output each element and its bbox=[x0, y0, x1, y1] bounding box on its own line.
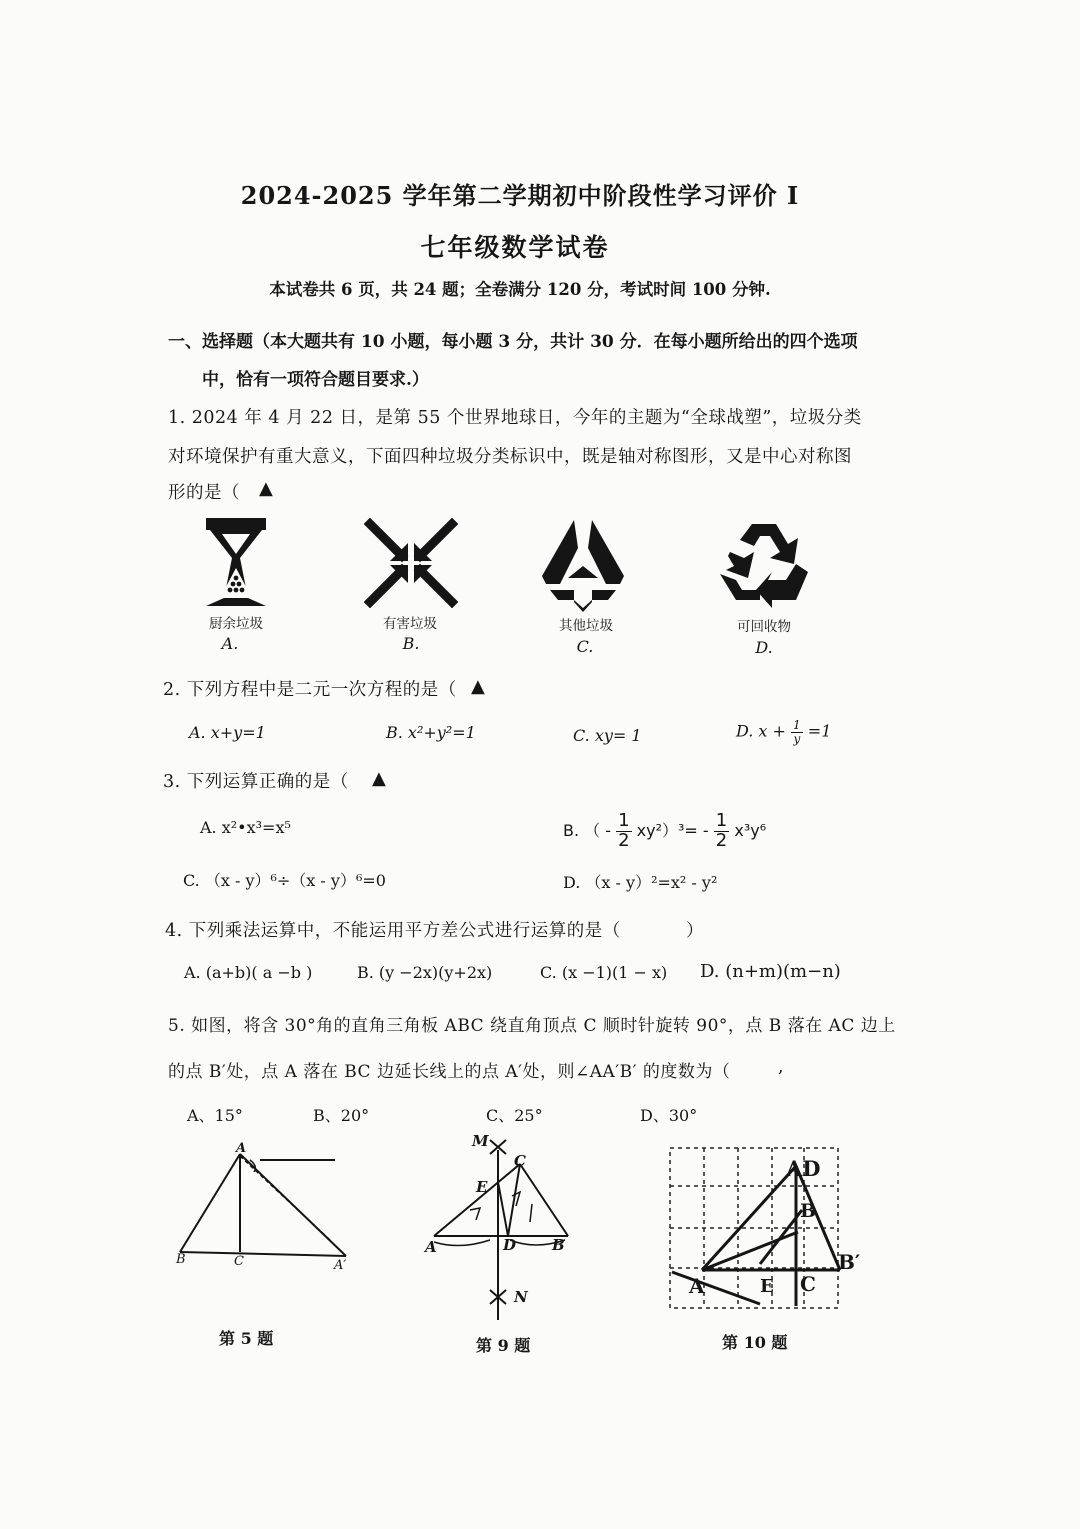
section-heading-cont: 中，恰有一项符合题目要求.） bbox=[202, 370, 429, 390]
q2-d-suffix: =1 bbox=[807, 721, 832, 741]
q2-option-a: A. x+y=1 bbox=[189, 723, 266, 742]
q4-close: ） bbox=[686, 921, 704, 941]
fig10-label-b-prime: B′ bbox=[838, 1250, 861, 1274]
other-waste-icon bbox=[538, 518, 628, 612]
q3-b-den1: 2 bbox=[618, 829, 630, 851]
q3-b-mid: xy²）³= - bbox=[636, 820, 709, 840]
hazardous-waste-icon bbox=[364, 518, 458, 608]
fig9-label-a: A bbox=[425, 1238, 437, 1256]
q3-answer-placeholder: ▲ bbox=[372, 768, 386, 789]
q3-option-d: D. （x - y）²=x² - y² bbox=[563, 873, 718, 892]
q2-d-fraction bbox=[791, 719, 803, 745]
fig9-label-m: M bbox=[472, 1132, 489, 1150]
q3-b-prefix: B. （ - bbox=[563, 820, 612, 840]
q1-line2: 对环境保护有重大意义，下面四种垃圾分类标识中，既是轴对称图形，又是中心对称图 bbox=[168, 447, 852, 467]
q4-option-c: C. (x −1)(1 − x) bbox=[540, 963, 668, 982]
q3-b-den2: 2 bbox=[715, 829, 728, 851]
q5-option-c: C、25° bbox=[486, 1106, 543, 1125]
fig10-label-c: C bbox=[800, 1272, 816, 1296]
fig10-label-b: B bbox=[800, 1200, 817, 1222]
q5-option-a: A、15° bbox=[187, 1106, 243, 1125]
q1-line1: 1. 2024 年 4 月 22 日，是第 55 个世界地球日，今年的主题为“全球战塑”，垃圾分类 bbox=[168, 408, 862, 428]
fig5-label-c: C bbox=[234, 1254, 244, 1269]
fig5-label-b: B bbox=[176, 1252, 186, 1267]
q4-option-b: B. (y −2x)(y+2x) bbox=[357, 963, 493, 982]
option-b-letter: B. bbox=[402, 634, 420, 653]
fig5-label-a: A bbox=[236, 1141, 247, 1156]
q2-answer-placeholder: ▲ bbox=[471, 676, 485, 697]
q3-option-a: A. x²•x³=x⁵ bbox=[200, 818, 291, 837]
figure-9 bbox=[420, 1130, 580, 1330]
q4-option-a: A. (a+b)( a −b ) bbox=[184, 963, 313, 982]
q5-option-d: D、30° bbox=[640, 1106, 698, 1125]
q3-b-fraction2 bbox=[714, 812, 729, 851]
fig5-label-a-prime: A′ bbox=[334, 1258, 347, 1273]
fig9-label-d: D bbox=[503, 1236, 517, 1254]
q5-option-b: B、20° bbox=[313, 1106, 370, 1125]
q3-b-fraction1 bbox=[616, 812, 631, 851]
option-b-label: 有害垃圾 bbox=[383, 616, 437, 632]
kitchen-waste-icon bbox=[200, 518, 272, 606]
q5-close: , bbox=[778, 1057, 785, 1077]
q2-option-d bbox=[736, 719, 831, 745]
q2-d-numerator: 1 bbox=[793, 718, 801, 732]
option-c-label: 其他垃圾 bbox=[559, 618, 613, 634]
exam-subtitle: 七年级数学试卷 bbox=[420, 233, 610, 262]
option-d-letter: D. bbox=[755, 638, 773, 657]
fig5-caption: 第 5 题 bbox=[219, 1329, 274, 1348]
q2-d-denominator: y bbox=[793, 731, 801, 746]
q4-option-d: D. (n+m)(m−n) bbox=[700, 961, 841, 982]
fig10-caption: 第 10 题 bbox=[722, 1333, 788, 1352]
q4-stem: 4. 下列乘法运算中，不能运用平方差公式进行运算的是（ bbox=[165, 921, 621, 941]
q3-b-num2: 1 bbox=[715, 810, 728, 831]
q3-option-c: C. （x - y）⁶÷（x - y）⁶=0 bbox=[183, 871, 386, 890]
fig9-label-c: C bbox=[514, 1152, 526, 1170]
figure-5 bbox=[170, 1140, 360, 1280]
q2-option-c: C. xy= 1 bbox=[573, 726, 642, 745]
fig9-label-e: E bbox=[476, 1178, 488, 1196]
option-d-label: 可回收物 bbox=[737, 619, 791, 635]
q5-line2: 的点 B′处，点 A 落在 BC 边延长线上的点 A′处，则∠AA′B′ 的度数为（ bbox=[168, 1062, 731, 1082]
fig10-label-a: A bbox=[689, 1274, 705, 1298]
q2-option-b: B. x²+y²=1 bbox=[386, 723, 476, 742]
fig10-label-e: E bbox=[760, 1276, 774, 1297]
q3-b-suffix: x³y⁶ bbox=[734, 820, 767, 840]
option-a-label: 厨余垃圾 bbox=[209, 616, 263, 632]
q5-line1: 5. 如图，将含 30°角的直角三角板 ABC 绕直角顶点 C 顺时针旋转 90°，点 B 落在 AC 边上 bbox=[168, 1016, 896, 1036]
q3-option-b bbox=[563, 812, 766, 851]
section-heading: 一、选择题（本大题共有 10 小题，每小题 3 分，共计 30 分．在每小题所给出的四个选项 bbox=[168, 332, 858, 352]
q3-b-num1: 1 bbox=[618, 810, 630, 831]
recycle-icon bbox=[716, 520, 812, 608]
option-c-letter: C. bbox=[576, 637, 594, 656]
fig9-caption: 第 9 题 bbox=[476, 1336, 531, 1355]
fig10-label-ad: AD bbox=[786, 1156, 821, 1181]
q1-answer-placeholder: ▲ bbox=[259, 478, 273, 499]
exam-title: 2024-2025 学年第二学期初中阶段性学习评价 I bbox=[240, 181, 800, 210]
fig9-label-n: N bbox=[514, 1288, 528, 1306]
q1-line3: 形的是（ bbox=[168, 483, 240, 503]
q2-d-prefix: D. x + bbox=[736, 721, 786, 741]
fig9-label-b: B bbox=[552, 1236, 565, 1254]
exam-info: 本试卷共 6 页，共 24 题；全卷满分 120 分，考试时间 100 分钟. bbox=[269, 280, 771, 299]
option-a-letter: A. bbox=[221, 634, 239, 653]
q3-stem: 3. 下列运算正确的是（ bbox=[163, 772, 349, 792]
q2-stem: 2. 下列方程中是二元一次方程的是（ bbox=[163, 680, 457, 700]
